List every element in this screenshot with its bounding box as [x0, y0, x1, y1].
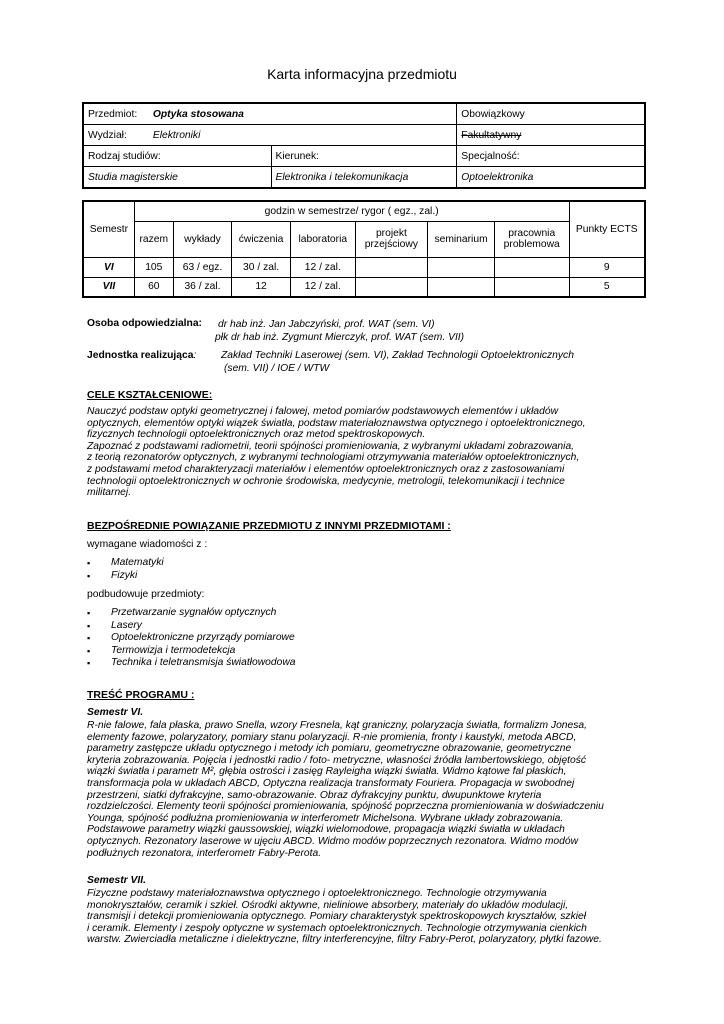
text-line: fizycznych technologii optoelektronicznych oraz metod spektroskopowych. [87, 429, 426, 441]
col-cwiczenia [232, 221, 291, 257]
semestr-header: Semestr [83, 201, 134, 257]
cell-cwiczenia: 12 [232, 277, 291, 297]
obowiazkowy-cell: Obowiązkowy [457, 103, 645, 125]
cell-wyklady: 63 / egz. [173, 257, 231, 277]
text-line: parametry zastępcze układu optycznego i metody ich pomiaru, geometryczne obrazowanie, geometryczne [87, 743, 572, 755]
rodzaj-label: Rodzaj studiów: [83, 146, 271, 167]
text-line: Zapoznać z podstawami radiometrii, teorii spójności promieniowania, z wybranymi układami zobrazowania, [87, 440, 575, 452]
col-line: laboratoria [298, 233, 348, 245]
sem7-paragraph [87, 888, 647, 946]
fakultatywny-cell [457, 125, 645, 146]
wymagane-label: wymagane wiadomości z : [87, 539, 208, 550]
text-line: optycznych. Rezonatory laserowe w ujęciu ABCD. Widmo modów poprzecznych rezonatora. Widmo modów [87, 835, 579, 847]
osoba-label: Osoba odpowiedzialna: [87, 318, 202, 329]
cell-ects: 5 [569, 277, 645, 297]
text-line: transformacja pola w układach ABCD, Optyczna realizacja transformaty Fouriera. Propagacja w swobodnej [87, 777, 575, 789]
text-line: z teorią rezonatorów optycznych, z wybranymi technologiami otrzymywania materiałów optoelektronicznych, [87, 452, 580, 464]
przedmiot-label: Przedmiot: [88, 108, 138, 120]
cele-paragraph [87, 406, 647, 499]
list-item: ▪ Termowizja i termodetekcja [83, 645, 643, 658]
cell-seminarium [428, 277, 495, 297]
podbudowuje-label: podbudowuje przedmioty: [87, 589, 205, 600]
wydzial-cell [83, 125, 457, 146]
wydzial-value: Elektroniki [152, 129, 201, 141]
col-line: ćwiczenia [238, 233, 284, 245]
jednostka-label: Jednostka realizująca [87, 350, 194, 361]
col-seminarium [428, 221, 495, 257]
osoba-line2: płk dr hab inż. Zygmunt Mierczyk, prof. WAT (sem. VII) [215, 332, 465, 343]
tresc-header: TREŚĆ PROGRAMU : [87, 689, 195, 701]
kierunek-label: Kierunek: [271, 146, 457, 167]
text-line: z podstawami metod charakteryzacji materiałów i elementów optoelektronicznych oraz z zastosowaniami [87, 463, 565, 475]
cell-razem: 60 [134, 277, 173, 297]
text-line: wiązki światła i parametr M², głębia ostrości i zasięg Rayleigha wiązki światła. Widmo kątowe fal płaskich, [87, 766, 567, 778]
text-line: transmisji i detekcji promieniowania optycznego. Pomiary charakterystyk spektroskopowych kryształów, szkieł [87, 911, 587, 923]
text-line: i ceramik. Elementy i zespoły optyczne w systemach optoelektronicznych. Technologie otrzymywania cienkich [87, 922, 587, 934]
table-row [83, 277, 645, 297]
list-item: ▪ Technika i teletransmisja światłowodowa [83, 657, 643, 670]
wymagane-list [83, 557, 643, 582]
text-line: monokryształów, ceramik i szkieł. Ośrodki aktywne, nieliniowe absorbery, materiały do układów modulacji, [87, 899, 569, 911]
col-line: przejściowy [364, 239, 418, 250]
list-item: ▪ Przetwarzanie sygnałów optycznych [83, 607, 643, 620]
cell-projekt [355, 277, 428, 297]
text-line: kryteria zobrazowania. Pojęcia i jednostki radio / foto- metryczne, własności źródła lambertowskiego, objętość [87, 754, 587, 766]
jednostka-line2: (sem. VII) / IOE / WTW [224, 363, 330, 374]
cell-pracownia [494, 277, 569, 297]
cell-cwiczenia: 30 / zal. [232, 257, 291, 277]
text-line: Fizyczne podstawy materiałoznawstwa optycznego i optoelektronicznego. Technologie otrzymywania [87, 888, 547, 899]
jednostka-label-wrap [87, 350, 196, 361]
list-item: ▪ Matematyki [83, 557, 643, 570]
jednostka-line1: Zakład Techniki Laserowej (sem. VI), Zakład Technologii Optoelektronicznych [221, 350, 574, 361]
cell-laboratoria: 12 / zal. [290, 277, 355, 297]
col-projekt [355, 221, 428, 257]
course-info-table [82, 102, 646, 189]
col-pracownia [494, 221, 569, 257]
cell-projekt [355, 257, 428, 277]
specjalnosc-value: Optoelektronika [457, 167, 645, 189]
text-line: Podstawowe parametry wiązki gaussowskiej, wiązki wielomodowe, propagacja wiązki światła w układach [87, 824, 565, 836]
list-item: ▪ Fizyki [83, 570, 643, 583]
jednostka-colon: : [193, 350, 197, 361]
text-line: elementy fazowe, polaryzatory, pomiary stanu polaryzacji. R-nie promienia, fronty i kaustyki, metoda ABCD, [87, 731, 577, 743]
cell-ects: 9 [569, 257, 645, 277]
text-line: Nauczyć podstaw optyki geometrycznej i falowej, metod pomiarów podstawowych elementów i układów [87, 406, 559, 417]
powiazanie-header: BEZPOŚREDNIE POWIĄZANIE PRZEDMIOTU Z INNYMI PRZEDMIOTAMI : [87, 520, 451, 532]
specjalnosc-label: Specjalność: [457, 146, 645, 167]
table-row [83, 257, 645, 277]
list-item: ▪ Lasery [83, 620, 643, 633]
text-line: technologii optoelektronicznych w ochronie środowiska, medycynie, metrologii, telekomunikacji i technice [87, 475, 565, 487]
text-line: Younga, spójność podłużna promieniowania w interferometr Michelsona. Wybrane układy zobrazowania. [87, 812, 564, 824]
cell-wyklady: 36 / zal. [173, 277, 231, 297]
row-semestr: VI [83, 257, 134, 277]
fakultatywny-text: Fakultatywny [461, 129, 522, 141]
kierunek-value: Elektronika i telekomunikacja [271, 167, 457, 189]
text-line: przestrzeni, siatki dyfrakcyjne, samo-obrazowanie. Obraz dyfrakcyjny punktu, dwupunktowe kryteria [87, 789, 542, 801]
przedmiot-value: Optyka stosowana [152, 108, 244, 120]
podbudowuje-list [83, 607, 643, 670]
ects-header: Punkty ECTS [569, 201, 645, 257]
rodzaj-value: Studia magisterskie [83, 167, 271, 189]
col-wyklady [173, 221, 231, 257]
text-line: podłużnych rezonatora, interferometr Fabry-Perota. [87, 847, 322, 859]
list-item: ▪ Optoelektroniczne przyrządy pomiarowe [83, 632, 643, 645]
col-line: razem [139, 233, 169, 245]
col-line: pracownia [508, 228, 556, 239]
przedmiot-cell [83, 103, 457, 125]
wydzial-label: Wydział: [88, 129, 127, 141]
cell-razem: 105 [134, 257, 173, 277]
osoba-line1: dr hab inż. Jan Jabczyński, prof. WAT (sem. VI) [218, 319, 435, 330]
col-line: seminarium [434, 233, 488, 245]
cell-pracownia [494, 257, 569, 277]
sem7-title: Semestr VII. [87, 875, 146, 886]
hours-table [82, 200, 646, 298]
col-laboratoria [290, 221, 355, 257]
col-razem [134, 221, 173, 257]
sem6-paragraph [87, 720, 647, 859]
cell-seminarium [428, 257, 495, 277]
text-line: R-nie falowe, fala płaska, prawo Snella, wzory Fresnela, kąt graniczny, polaryzacja światła, formalizm Jonesa, [87, 720, 587, 731]
hours-group-header: godzin w semestrze/ rygor ( egz., zal.) [134, 201, 569, 221]
page-title: Karta informacyjna przedmiotu [267, 66, 457, 82]
cele-header: CELE KSZTAŁCENIOWE: [87, 389, 213, 401]
col-line: projekt [375, 228, 407, 239]
row-semestr: VII [83, 277, 134, 297]
sem6-title: Semestr VI. [87, 707, 144, 718]
cell-laboratoria: 12 / zal. [290, 257, 355, 277]
text-line: militarnej. [87, 487, 132, 499]
text-line: rozdzielczości. Elementy teorii spójności promieniowania, spójność poprzeczna promieniowania w doświadczeniu [87, 801, 604, 813]
text-line: optycznych, elementów optyki wiązek światła, podstaw materiałoznawstwa optycznego i optoelektronicznego, [87, 417, 586, 429]
column-header-row [83, 221, 645, 257]
col-line: wykłady [184, 233, 221, 245]
text-line: warstw. Zwierciadła metaliczne i dielektryczne, filtry interferencyjne, filtry Fabry-Perot, polaryzatory, płytki fazowe. [87, 934, 602, 946]
col-line: problemowa [503, 239, 560, 250]
